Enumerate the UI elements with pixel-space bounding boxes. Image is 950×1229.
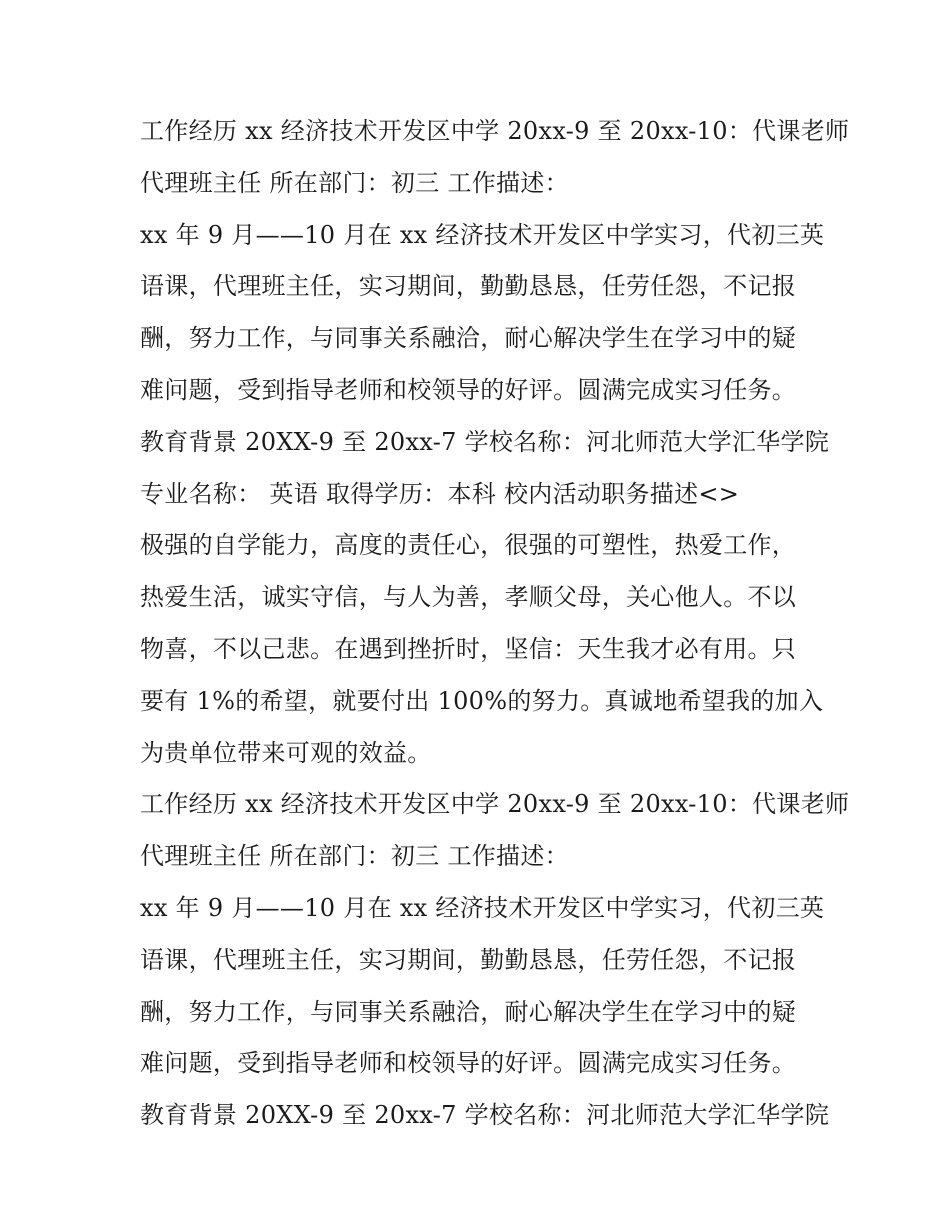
text-line: 代理班主任 所在部门：初三 工作描述：	[140, 168, 569, 197]
text-line: xx 年 9 月——10 月在 xx 经济技术开发区中学实习，代初三英	[140, 220, 825, 249]
text-line: 极强的自学能力，高度的责任心，很强的可塑性，热爱工作，	[140, 531, 797, 560]
text-line: 酬，努力工作，与同事关系融洽，耐心解决学生在学习中的疑	[140, 324, 797, 353]
text-line: 工作经历 xx 经济技术开发区中学 20xx-9 至 20xx-10：代课老师	[140, 117, 850, 145]
text-line: 要有 1%的希望，就要付出 100%的努力。真诚地希望我的加入	[140, 686, 824, 715]
document-page	[140, 106, 850, 1142]
text-line: 难问题，受到指导老师和校领导的好评。圆满完成实习任务。	[140, 1049, 797, 1078]
text-line: 语课，代理班主任，实习期间，勤勤恳恳，任劳任怨，不记报	[140, 272, 797, 301]
text-line: 代理班主任 所在部门：初三 工作描述：	[140, 842, 569, 871]
text-line: 难问题，受到指导老师和校领导的好评。圆满完成实习任务。	[140, 375, 797, 404]
text-line: 物喜，不以己悲。在遇到挫折时，坚信：天生我才必有用。只	[140, 634, 797, 663]
text-line: xx 年 9 月——10 月在 xx 经济技术开发区中学实习，代初三英	[140, 893, 825, 922]
text-line: 热爱生活，诚实守信，与人为善，孝顺父母，关心他人。不以	[140, 583, 797, 612]
text-line: 工作经历 xx 经济技术开发区中学 20xx-9 至 20xx-10：代课老师	[140, 790, 850, 819]
text-line: 酬，努力工作，与同事关系融洽，耐心解决学生在学习中的疑	[140, 997, 797, 1026]
text-line: 为贵单位带来可观的效益。	[140, 738, 432, 767]
text-line: 教育背景 20XX-9 至 20xx-7 学校名称：河北师范大学汇华学院	[140, 427, 830, 456]
text-line: 语课，代理班主任，实习期间，勤勤恳恳，任劳任怨，不记报	[140, 945, 797, 974]
text-line: 教育背景 20XX-9 至 20xx-7 学校名称：河北师范大学汇华学院	[140, 1101, 830, 1130]
text-line: 专业名称： 英语 取得学历：本科 校内活动职务描述<>	[140, 479, 740, 508]
